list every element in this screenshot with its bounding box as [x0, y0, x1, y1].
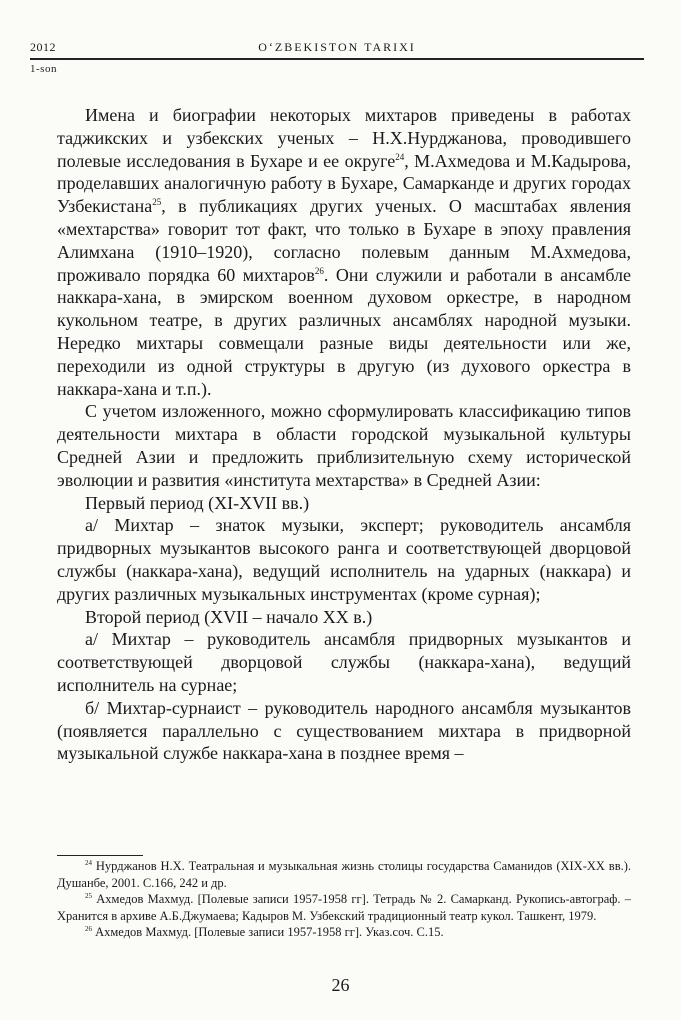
footnote-ref: 26: [314, 265, 324, 276]
footnote-ref: 24: [395, 151, 405, 162]
paragraph-text: Имена и биографии некоторых михтаров приведены в работах таджикских и узбекских ученых – Н.Х.Нурджанова, проводившего полевые исследования в Бухаре и ее округе: [57, 105, 631, 171]
footnote: [57, 891, 631, 924]
paragraph-text: Второй период (XVII – начало XX в.): [85, 606, 373, 627]
paragraph-text: а/ Михтар – руководитель ансамбля придворных музыкантов и соответствующей дворцовой службы (наккара-хана), ведущий исполнитель на сурнае;: [57, 629, 631, 695]
running-header: [30, 40, 644, 75]
footnote-text: Нурджанов Н.Х. Театральная и музыкальная жизнь столицы государства Саманидов (XIX-XX вв.). Душанбе, 2001. С.166, 242 и др.: [57, 859, 632, 890]
footnote-ref: 25: [152, 197, 162, 208]
paragraph-text: б/ Михтар-сурнаист – руководитель народного ансамбля музыкантов (появляется параллельно с существованием михтара в придворной музыкальной службе наккара-хана в позднее время –: [57, 697, 631, 764]
footnotes: [57, 858, 631, 941]
footnote-number: 25: [85, 892, 92, 900]
footnote-rule: [57, 855, 143, 856]
paragraph: [57, 104, 631, 400]
paragraph-text: , в публикациях других ученых. О масштабах явления «мехтарства» говорит тот факт, что только в Бухаре в эпоху правления Алимхана (1910–1920), согласно полевым данным М.Ахмедова, проживало порядка 60 михтаров: [57, 196, 631, 285]
footnote: [57, 858, 631, 891]
paragraph: [57, 606, 631, 629]
paragraph: [57, 697, 631, 765]
journal-issue: 1-son: [30, 63, 57, 75]
paragraph: [57, 492, 631, 515]
footnote-number: 26: [85, 925, 92, 933]
paragraph: [57, 628, 631, 696]
footnote-text: Ахмедов Махмуд. [Полевые записи 1957-1958 гг]. Указ.соч. С.15.: [95, 925, 444, 939]
paragraph-text: С учетом изложенного, можно сформулировать классификацию типов деятельности михтара в области городской музыкальной культуры Средней Азии и предложить приблизительную схему исторической эволюции и развития «института мехтарства» в Средней Азии:: [57, 401, 631, 490]
header-row: [30, 40, 644, 58]
footnote-text: Ахмедов Махмуд. [Полевые записи 1957-1958 гг]. Тетрадь № 2. Самарканд. Рукопись-автограф. – Хранится в архиве А.Б.Джумаева; Кадыров М. Узбекский традиционный театр кукол. Ташкент, 1979.: [57, 892, 631, 923]
article-body: [57, 104, 631, 765]
footnote-number: 24: [85, 859, 92, 867]
header-rule: [30, 58, 644, 60]
paragraph-text: . Они служили и работали в ансамбле наккара-хана, в эмирском военном духовом оркестре, в народном кукольном театре, в других различных ансамблях народной музыки. Нередко михтары совмещали разные виды деятельности или же, переходили из одной структуры в другую (из духового оркестра в наккара-хана и т.п.).: [57, 264, 632, 399]
paragraph-text: , М.Ахмедова и М.Кадырова, проделавших аналогичную работу в Бухаре, Самарканде и других городах Узбекистана: [57, 150, 631, 217]
journal-year: 2012: [30, 40, 56, 54]
page-number: 26: [331, 975, 350, 995]
journal-title: O‘ZBEKISTON TARIXI: [258, 40, 416, 54]
paragraph-text: а/ Михтар – знаток музыки, эксперт; руководитель ансамбля придворных музыкантов высокого ранга и соответствующей дворцовой службы (наккара-хана), ведущий исполнитель на ударных (наккара) и других различных музыкальных инструментах (кроме сурная);: [57, 515, 631, 604]
paragraph: [57, 400, 631, 491]
paragraph-text: Первый период (XI-XVII вв.): [85, 492, 310, 513]
footnote: [57, 924, 631, 941]
paragraph: [57, 514, 631, 605]
